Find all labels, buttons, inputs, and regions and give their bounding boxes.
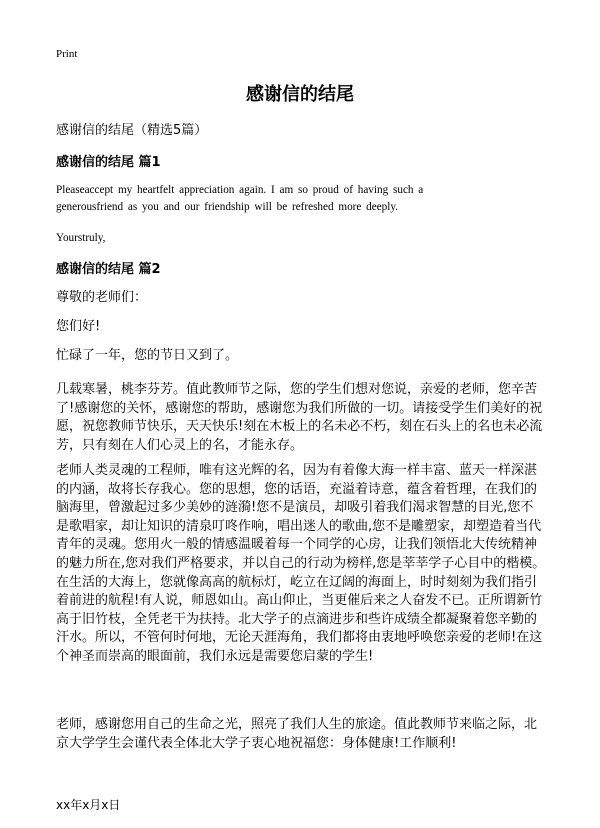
section-1-closing: Yourstruly, <box>56 232 106 244</box>
section-1-heading: 感谢信的结尾 篇1 <box>56 155 161 170</box>
paragraph-3: 老师人类灵魂的工程师，唯有这光辉的名，因为有着像大海一样丰富、蓝天一样深湛的内涵，故将长存我心。您的思想，您的话语，充溢着诗意，蕴含着哲理，在我们的脑海里，曾激起过多少美妙的涟漪!您不是演员，却吸引着我们渴求智慧的目光,您不是歌唱家，却让知识的清泉叮咚作响，唱出迷人的歌曲,您不是雕塑家，却塑造着当代青年的灵魂。您用火一般的情感温暖着每一个同学的心房，让我们领悟北大传统精神的魅力所在,您对我们严格要求，并以自己的行动为榜样,您是莘莘学子心目中的楷模。在生活的大海上，您就像高高的航标灯，屹立在辽阔的海面上，时时刻刻为我们指引着前进的航程!有人说，师恩如山。高山仰止，当更催后来之人奋发不已。正所谓新竹高于旧竹枝，全凭老干为扶持。北大学子的点滴进步和些许成绩全都凝聚着您辛勤的汗水。所以，不管何时何地，无论天涯海角，我们都将由衷地呼唤您亲爱的老师!在这个神圣而崇高的眼面前，我们永远是需要您启蒙的学生! <box>56 463 546 664</box>
section-1-text-line-2: generousfriend as you and our friendship will be refreshed more deeply. <box>56 201 399 213</box>
letter-date: xx年x月x日 <box>56 798 121 812</box>
section-2-heading: 感谢信的结尾 篇2 <box>56 262 161 277</box>
document-subtitle: 感谢信的结尾（精选5篇） <box>56 123 208 138</box>
paragraph-2: 几载寒暑，桃李芬芳。值此教师节之际，您的学生们想对您说，亲爱的老师，您辛苦了!感谢您的关怀，感谢您的帮助，感谢您为我们所做的一切。请接受学生们美好的祝愿，祝您教师节快乐，天天快乐!刻在木板上的名未必不朽，刻在石头上的名也未必流芳，只有刻在人们心灵上的名，才能永存。 <box>56 382 543 453</box>
paragraph-4: 老师，感谢您用自己的生命之光，照亮了我们人生的旅途。值此教师节来临之际，北京大学学生会谨代表全体北大学子衷心地祝福您：身体健康!工作顺利! <box>56 717 538 751</box>
greeting: 尊敬的老师们： <box>56 290 148 305</box>
section-1-text-line-1: Pleaseaccept my heartfelt appreciation again. I am so proud of having such a <box>56 184 424 196</box>
paragraph-1: 忙碌了一年，您的节日又到了。 <box>56 348 239 363</box>
print-label: Print <box>56 48 78 60</box>
page-title: 感谢信的结尾 <box>246 84 354 105</box>
salutation: 您们好! <box>56 319 101 334</box>
